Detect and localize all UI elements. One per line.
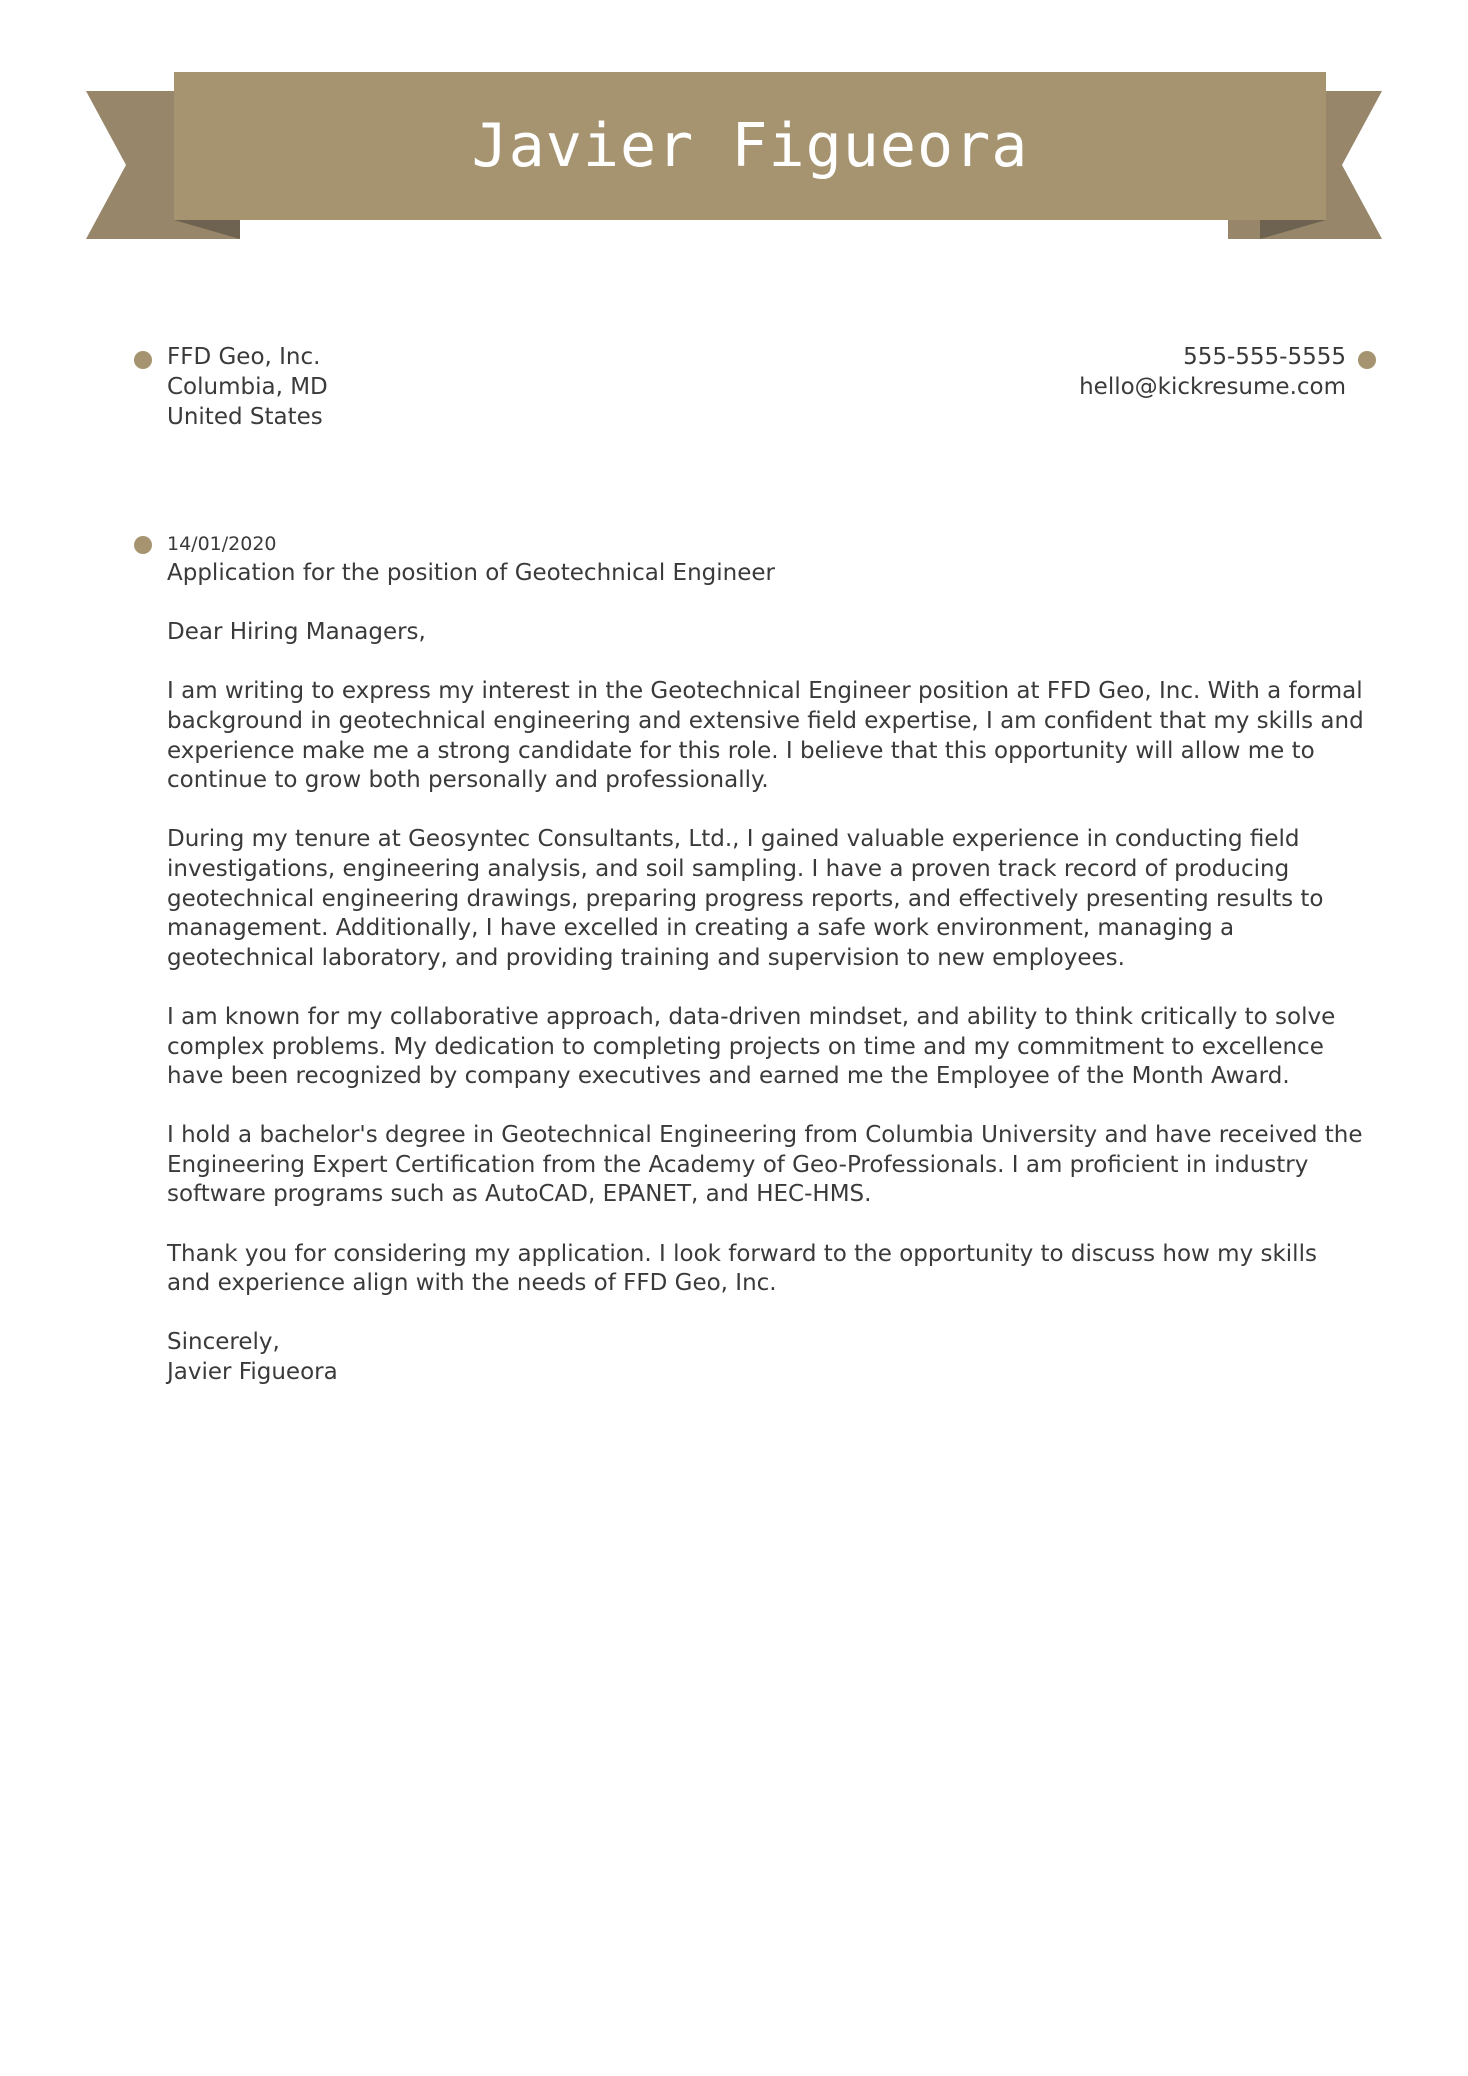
letter-paragraph: Thank you for considering my application. I look forward to the opportunity to discuss how my skills and experience align with the needs of FFD Geo, Inc. <box>167 1240 1317 1297</box>
recipient-address <box>167 342 328 432</box>
header-banner <box>0 0 1468 260</box>
letter-signature: Javier Figueora <box>167 1359 338 1386</box>
letter-paragraph: During my tenure at Geosyntec Consultants, Ltd., I gained valuable experience in conducting field investigations, engineering analysis, and soil sampling. I have a proven track record of producing geotechnical engineering drawings, preparing progress reports, and effectively presenting results to management. Additionally, I have excelled in creating a safe work environment, managing a geotechnical laboratory, and providing training and supervision to new employees. <box>167 826 1324 971</box>
letter-date: 14/01/2020 <box>167 533 277 555</box>
contact-bullet-icon <box>1358 351 1376 369</box>
letter-subject: Application for the position of Geotechnical Engineer <box>167 560 775 586</box>
recipient-bullet-icon <box>134 351 152 369</box>
recipient-country: United States <box>167 404 323 430</box>
letter-closing: Sincerely, <box>167 1329 280 1356</box>
date-bullet-icon <box>134 536 152 554</box>
letter-paragraph: I hold a bachelor's degree in Geotechnical Engineering from Columbia University and have received the Engineering Expert Certification from the Academy of Geo-Professionals. I am proficient in industry software programs such as AutoCAD, EPANET, and HEC-HMS. <box>167 1122 1363 1208</box>
applicant-name: Javier Figueora <box>471 111 1029 181</box>
recipient-city: Columbia, MD <box>167 374 328 400</box>
applicant-contact <box>1079 342 1346 402</box>
letter-body <box>167 529 1367 1388</box>
letter-paragraph: I am writing to express my interest in the Geotechnical Engineer position at FFD Geo, Inc. With a formal background in geotechnical engineering and extensive field expertise, I am confident that my skills and experience make me a strong candidate for this role. I believe that this opportunity will allow me to continue to grow both personally and professionally. <box>167 678 1364 794</box>
contact-phone: 555-555-5555 <box>1183 344 1346 370</box>
contact-email: hello@kickresume.com <box>1079 374 1346 400</box>
letter-salutation: Dear Hiring Managers, <box>167 619 426 646</box>
recipient-company: FFD Geo, Inc. <box>167 344 321 370</box>
letter-signoff <box>167 1328 1367 1387</box>
letter-paragraph: I am known for my collaborative approach, data-driven mindset, and ability to think critically to solve complex problems. My dedication to completing projects on time and my commitment to excellence have been recognized by company executives and earned me the Employee of the Month Award. <box>167 1003 1336 1090</box>
